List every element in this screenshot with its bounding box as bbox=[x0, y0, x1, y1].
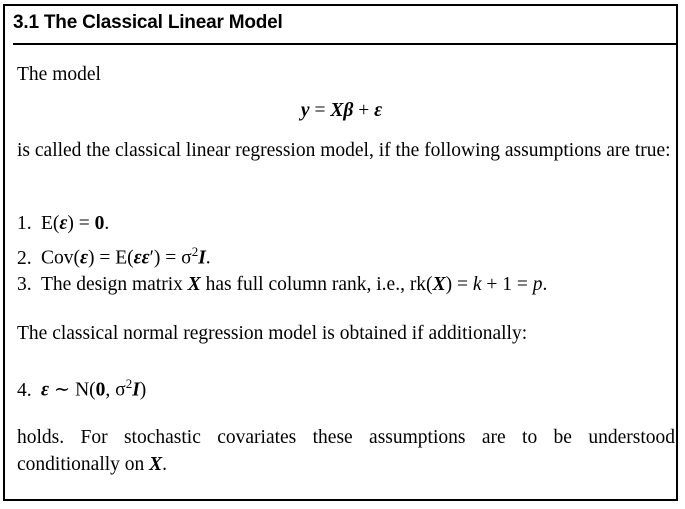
text-part: The design matrix bbox=[41, 274, 188, 295]
text-part: . bbox=[205, 247, 211, 269]
text-part: ∼ N( bbox=[49, 379, 96, 401]
assumption-4 bbox=[17, 370, 146, 404]
math-zero: 0 bbox=[95, 379, 106, 401]
text-part: , σ bbox=[105, 379, 126, 401]
math-k: k bbox=[472, 274, 482, 295]
after-equation-text: is called the classical linear regression model, if the following assumptions are true: bbox=[17, 140, 671, 161]
superscript: 2 bbox=[191, 244, 199, 259]
assumption-number: 1. bbox=[17, 213, 32, 234]
eq-equals: = bbox=[309, 100, 331, 121]
eq-beta: β bbox=[343, 100, 354, 121]
math-X: X bbox=[187, 274, 201, 295]
section-title: 3.1 The Classical Linear Model bbox=[13, 12, 283, 33]
text-part: E( bbox=[41, 213, 60, 234]
eq-eps: ε bbox=[374, 100, 383, 121]
assumption-3 bbox=[17, 271, 547, 298]
text-part: has full column rank, i.e., rk( bbox=[200, 274, 433, 295]
text-part: + 1 = bbox=[481, 274, 533, 295]
text-part: ) bbox=[139, 379, 147, 401]
closing-sentence: holds. For stochastic covariates these assumptions are to be understood conditionally on bbox=[17, 427, 675, 475]
math-p: p bbox=[532, 274, 543, 295]
closing-period: . bbox=[162, 454, 168, 475]
superscript: 2 bbox=[125, 376, 133, 391]
text-part: Cov( bbox=[41, 247, 80, 269]
eq-X: X bbox=[330, 100, 344, 121]
math-I: I bbox=[132, 379, 140, 401]
eq-plus: + bbox=[353, 100, 375, 121]
text-part: ) = bbox=[445, 274, 473, 295]
text-part: . bbox=[542, 274, 548, 295]
assumption-number: 3. bbox=[17, 274, 32, 295]
math-eps: ε bbox=[41, 379, 49, 401]
model-equation bbox=[0, 100, 683, 122]
assumption-number: 4. bbox=[17, 379, 32, 401]
math-eps: ε bbox=[59, 213, 68, 234]
math-eps: ε bbox=[80, 247, 88, 269]
text-part: ) = bbox=[67, 213, 95, 234]
normal-model-intro: The classical normal regression model is obtained if additionally: bbox=[17, 323, 528, 344]
math-zero: 0 bbox=[94, 213, 105, 234]
math-X: X bbox=[149, 454, 163, 475]
assumption-2 bbox=[17, 238, 211, 272]
closing-text bbox=[17, 424, 675, 478]
eq-y: y bbox=[300, 100, 310, 121]
assumption-1 bbox=[17, 210, 109, 237]
text-part: ) = E( bbox=[88, 247, 134, 269]
title-rule bbox=[13, 43, 676, 45]
text-part: ′) = σ bbox=[149, 247, 192, 269]
assumption-number: 2. bbox=[17, 247, 32, 269]
math-X: X bbox=[432, 274, 446, 295]
text-part: . bbox=[104, 213, 110, 234]
math-eps-eps: εε bbox=[133, 247, 150, 269]
math-I: I bbox=[198, 247, 206, 269]
intro-text: The model bbox=[17, 64, 101, 85]
